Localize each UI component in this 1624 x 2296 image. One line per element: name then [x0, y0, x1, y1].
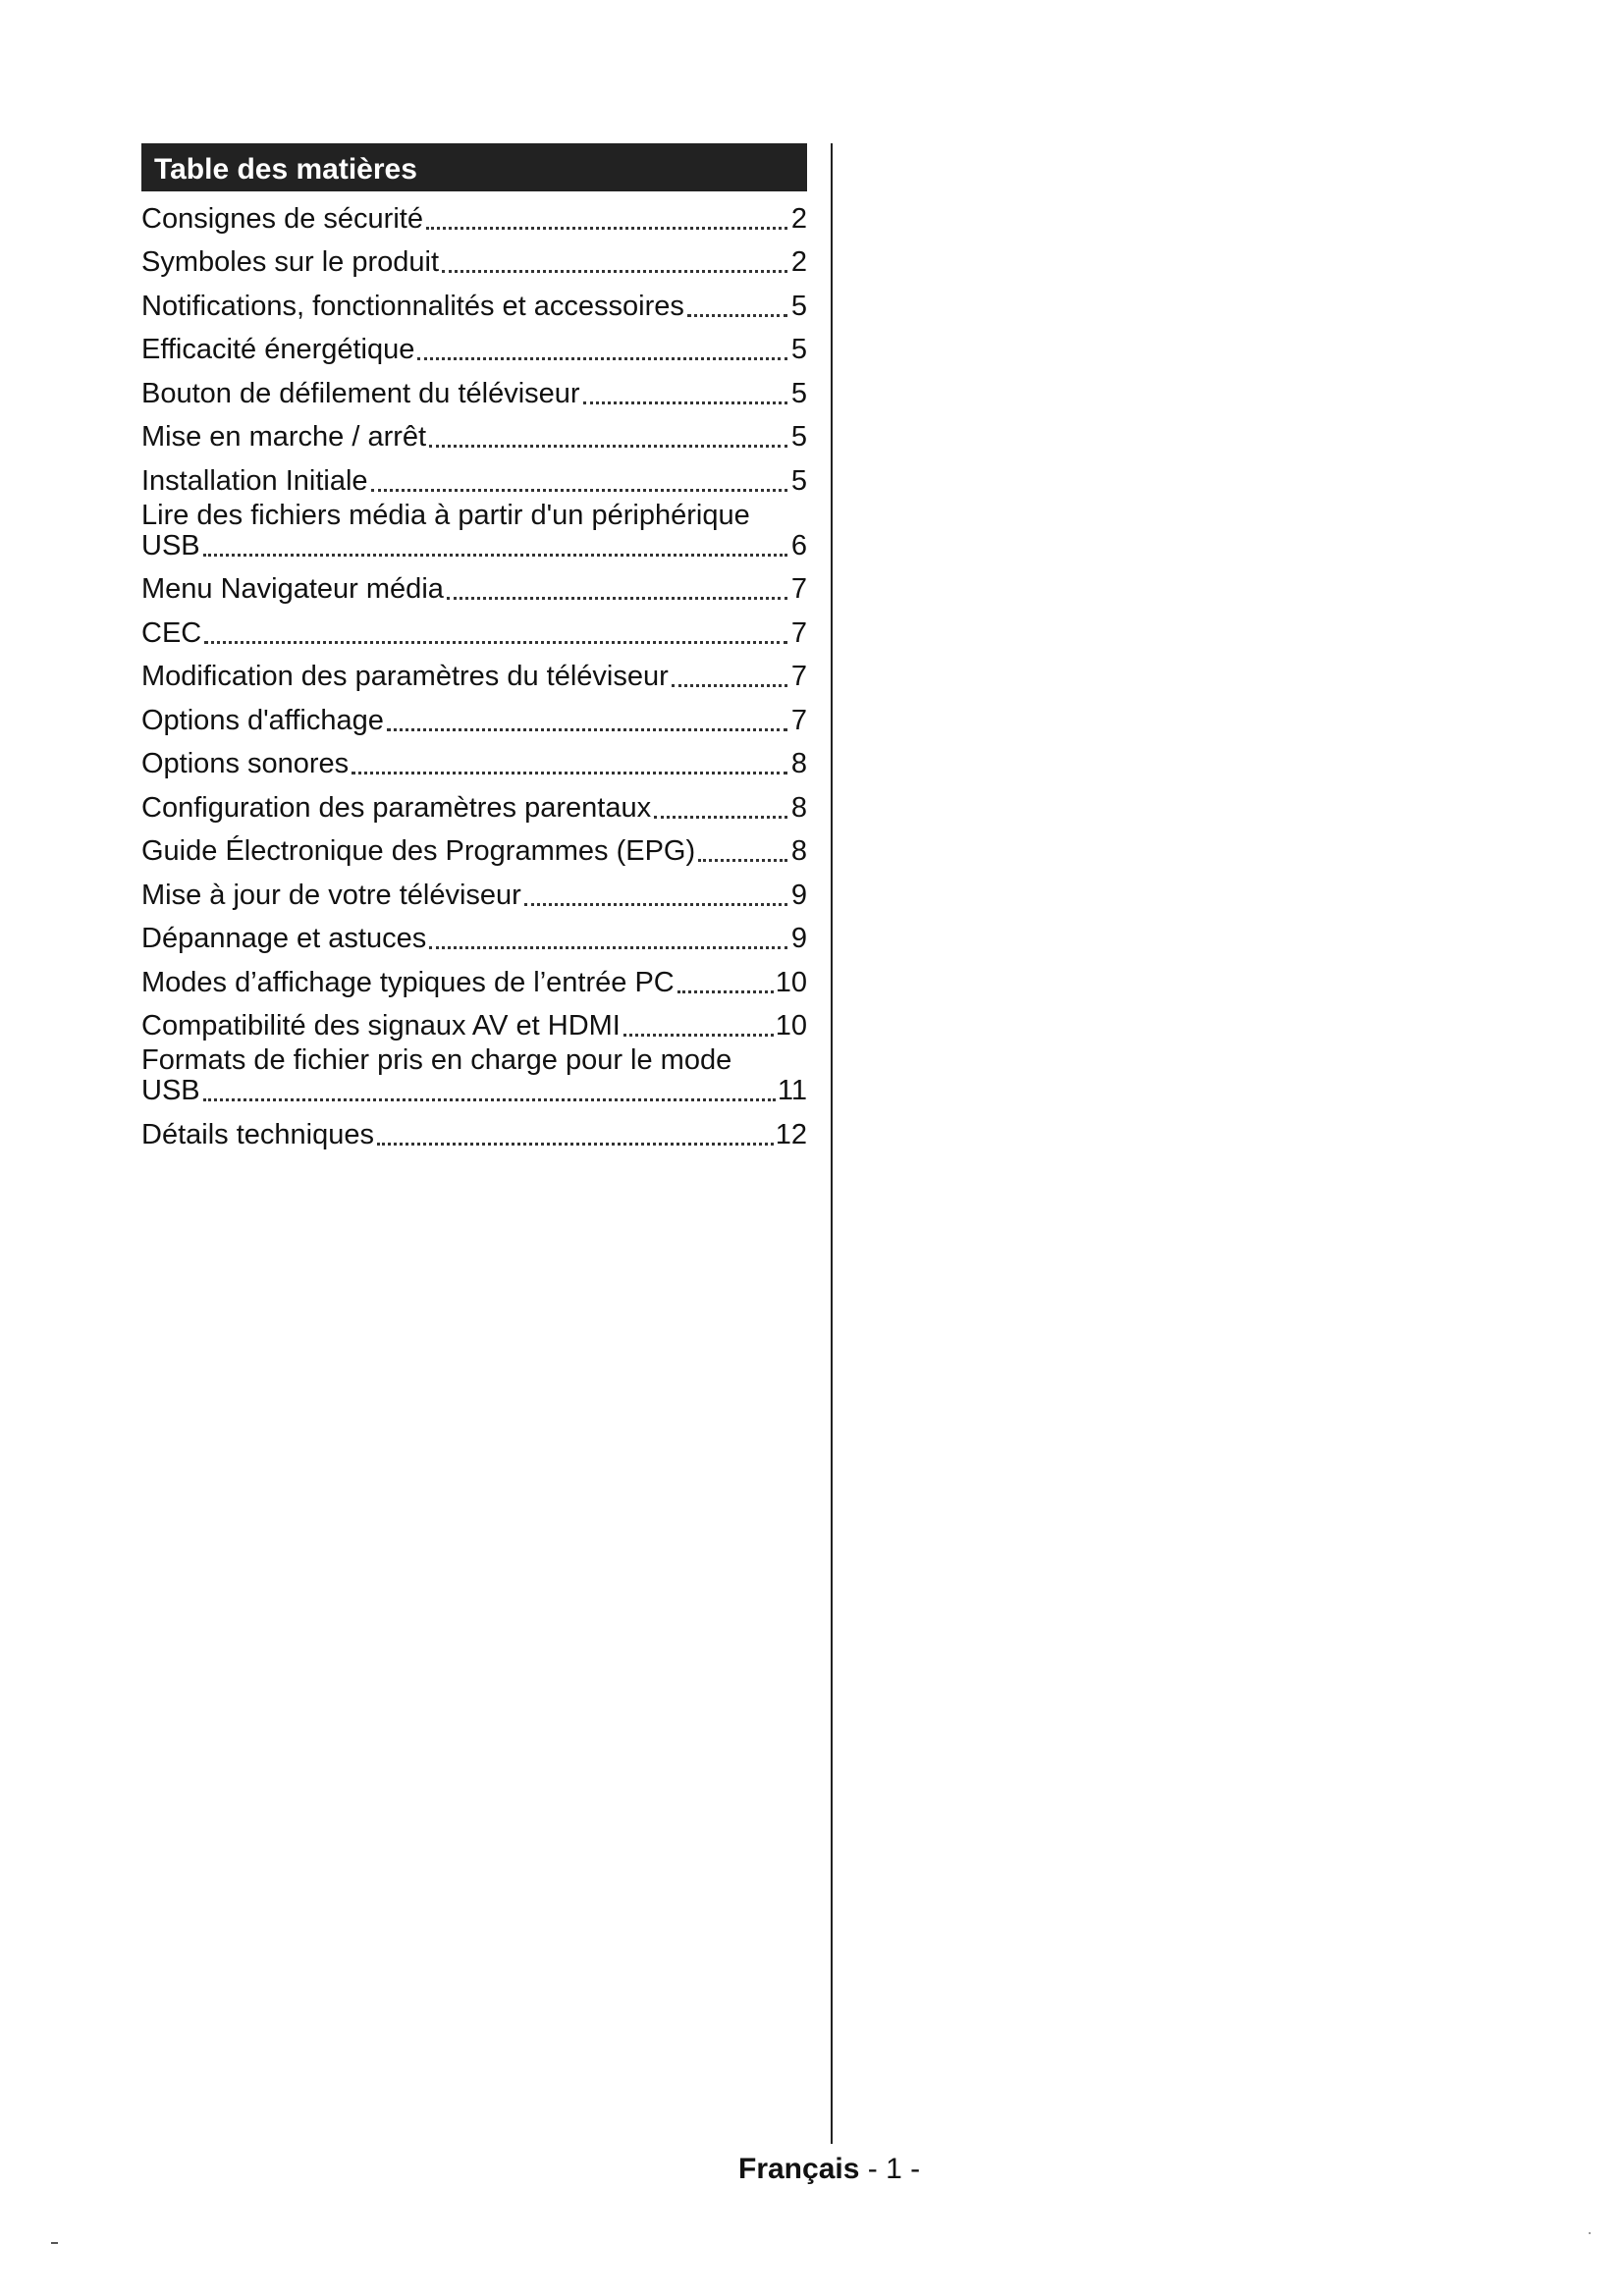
toc-entry[interactable]: [141, 410, 807, 454]
dot-leader: [687, 314, 787, 317]
toc-entry-title: Formats de fichier pris en charge pour le mode: [141, 1044, 732, 1076]
toc-entry[interactable]: [141, 912, 807, 956]
toc-entry-title: Mise à jour de votre téléviseur: [141, 879, 521, 911]
toc-entry-title: Lire des fichiers média à partir d'un périphérique: [141, 499, 750, 531]
toc-entry-page: 12: [775, 1118, 807, 1150]
dot-leader: [654, 816, 787, 819]
page-footer: [738, 2153, 920, 2186]
toc-entry[interactable]: [141, 825, 807, 869]
dot-leader: [429, 946, 787, 949]
toc-entry-title: Détails techniques: [141, 1118, 374, 1150]
dot-leader: [377, 1143, 774, 1146]
toc-entry-title: Efficacité énergétique: [141, 334, 415, 365]
toc-entry-page: 11: [777, 1075, 807, 1106]
dot-leader: [447, 597, 787, 600]
toc-entry-title: Notifications, fonctionnalités et accessoires: [141, 290, 684, 322]
toc-entry-page: 9: [790, 879, 807, 911]
toc-entry-page: 5: [790, 290, 807, 322]
toc-entry[interactable]: [141, 780, 807, 825]
dot-leader: [352, 772, 787, 774]
toc-entry-title: Mise en marche / arrêt: [141, 421, 427, 453]
dot-leader: [583, 401, 787, 404]
toc-entry-title: Installation Initiale: [141, 464, 368, 497]
toc-entry-page: 10: [775, 1010, 807, 1041]
toc-entry-page: 5: [790, 464, 807, 497]
dot-leader: [204, 641, 787, 644]
toc-entry-title-continued: USB: [141, 1075, 200, 1106]
toc-entry-page: 5: [790, 377, 807, 409]
toc-entry[interactable]: [141, 1042, 807, 1107]
column-divider: [831, 143, 833, 2144]
toc-entry[interactable]: [141, 606, 807, 650]
dot-leader: [426, 227, 787, 230]
footer-page-number: - 1 -: [859, 2153, 921, 2185]
toc-entry-page: 10: [775, 966, 807, 998]
toc-entry-page: 8: [790, 835, 807, 867]
toc-entry[interactable]: [141, 737, 807, 781]
scan-speck: [1589, 2232, 1591, 2234]
toc-entry[interactable]: [141, 562, 807, 607]
toc-entry-page: 9: [790, 923, 807, 954]
toc-entry[interactable]: [141, 279, 807, 323]
dot-leader: [417, 357, 787, 360]
toc-entry-title: CEC: [141, 616, 202, 649]
dot-leader: [429, 445, 787, 448]
dot-leader: [203, 1098, 776, 1101]
toc-entry-page: 8: [790, 748, 807, 779]
toc-entry[interactable]: [141, 955, 807, 999]
toc-entry-title: Options sonores: [141, 748, 350, 779]
toc-entry-title: Modification des paramètres du téléviseur: [141, 661, 669, 692]
toc-entry-page: 7: [790, 573, 807, 605]
toc-entry[interactable]: [141, 693, 807, 737]
dot-leader: [677, 990, 774, 993]
toc-entry[interactable]: [141, 191, 807, 236]
toc-entry[interactable]: [141, 366, 807, 410]
toc-title: Table des matières: [141, 143, 807, 191]
toc-entry-page: 5: [790, 421, 807, 453]
toc-entry[interactable]: [141, 868, 807, 912]
toc-entry[interactable]: [141, 454, 807, 498]
toc-entry[interactable]: [141, 498, 807, 562]
table-of-contents: [141, 143, 807, 1151]
toc-entry-title: Compatibilité des signaux AV et HDMI: [141, 1010, 621, 1041]
toc-entry[interactable]: [141, 999, 807, 1043]
toc-entry-page: 2: [790, 202, 807, 235]
toc-entry[interactable]: [141, 236, 807, 280]
toc-list: [141, 191, 807, 1151]
dot-leader: [623, 1034, 774, 1037]
dot-leader: [387, 728, 787, 731]
dot-leader: [524, 903, 787, 906]
footer-language: Français: [738, 2153, 860, 2185]
toc-entry-title: Menu Navigateur média: [141, 573, 444, 605]
toc-entry-title: Configuration des paramètres parentaux: [141, 791, 652, 824]
toc-entry-title: Bouton de défilement du téléviseur: [141, 377, 580, 409]
dot-leader: [203, 554, 787, 557]
toc-entry-title: Dépannage et astuces: [141, 923, 427, 954]
toc-entry[interactable]: [141, 1107, 807, 1151]
toc-entry-title-continued: USB: [141, 529, 200, 561]
scan-speck: [51, 2242, 58, 2244]
toc-entry-page: 5: [790, 334, 807, 365]
toc-entry-title: Modes d’affichage typiques de l’entrée PC: [141, 966, 675, 998]
toc-entry[interactable]: [141, 650, 807, 694]
toc-entry[interactable]: [141, 323, 807, 367]
dot-leader: [672, 684, 787, 687]
toc-entry-title: Options d'affichage: [141, 704, 384, 736]
toc-entry-title: Guide Électronique des Programmes (EPG): [141, 835, 696, 867]
dot-leader: [371, 489, 787, 492]
dot-leader: [698, 859, 787, 862]
toc-entry-page: 7: [790, 704, 807, 736]
toc-entry-page: 8: [790, 791, 807, 824]
toc-entry-page: 2: [790, 246, 807, 278]
dot-leader: [442, 270, 787, 273]
toc-entry-page: 6: [790, 529, 807, 561]
toc-entry-title: Symboles sur le produit: [141, 246, 440, 278]
toc-entry-page: 7: [790, 616, 807, 649]
toc-entry-page: 7: [790, 661, 807, 692]
toc-entry-title: Consignes de sécurité: [141, 202, 423, 235]
